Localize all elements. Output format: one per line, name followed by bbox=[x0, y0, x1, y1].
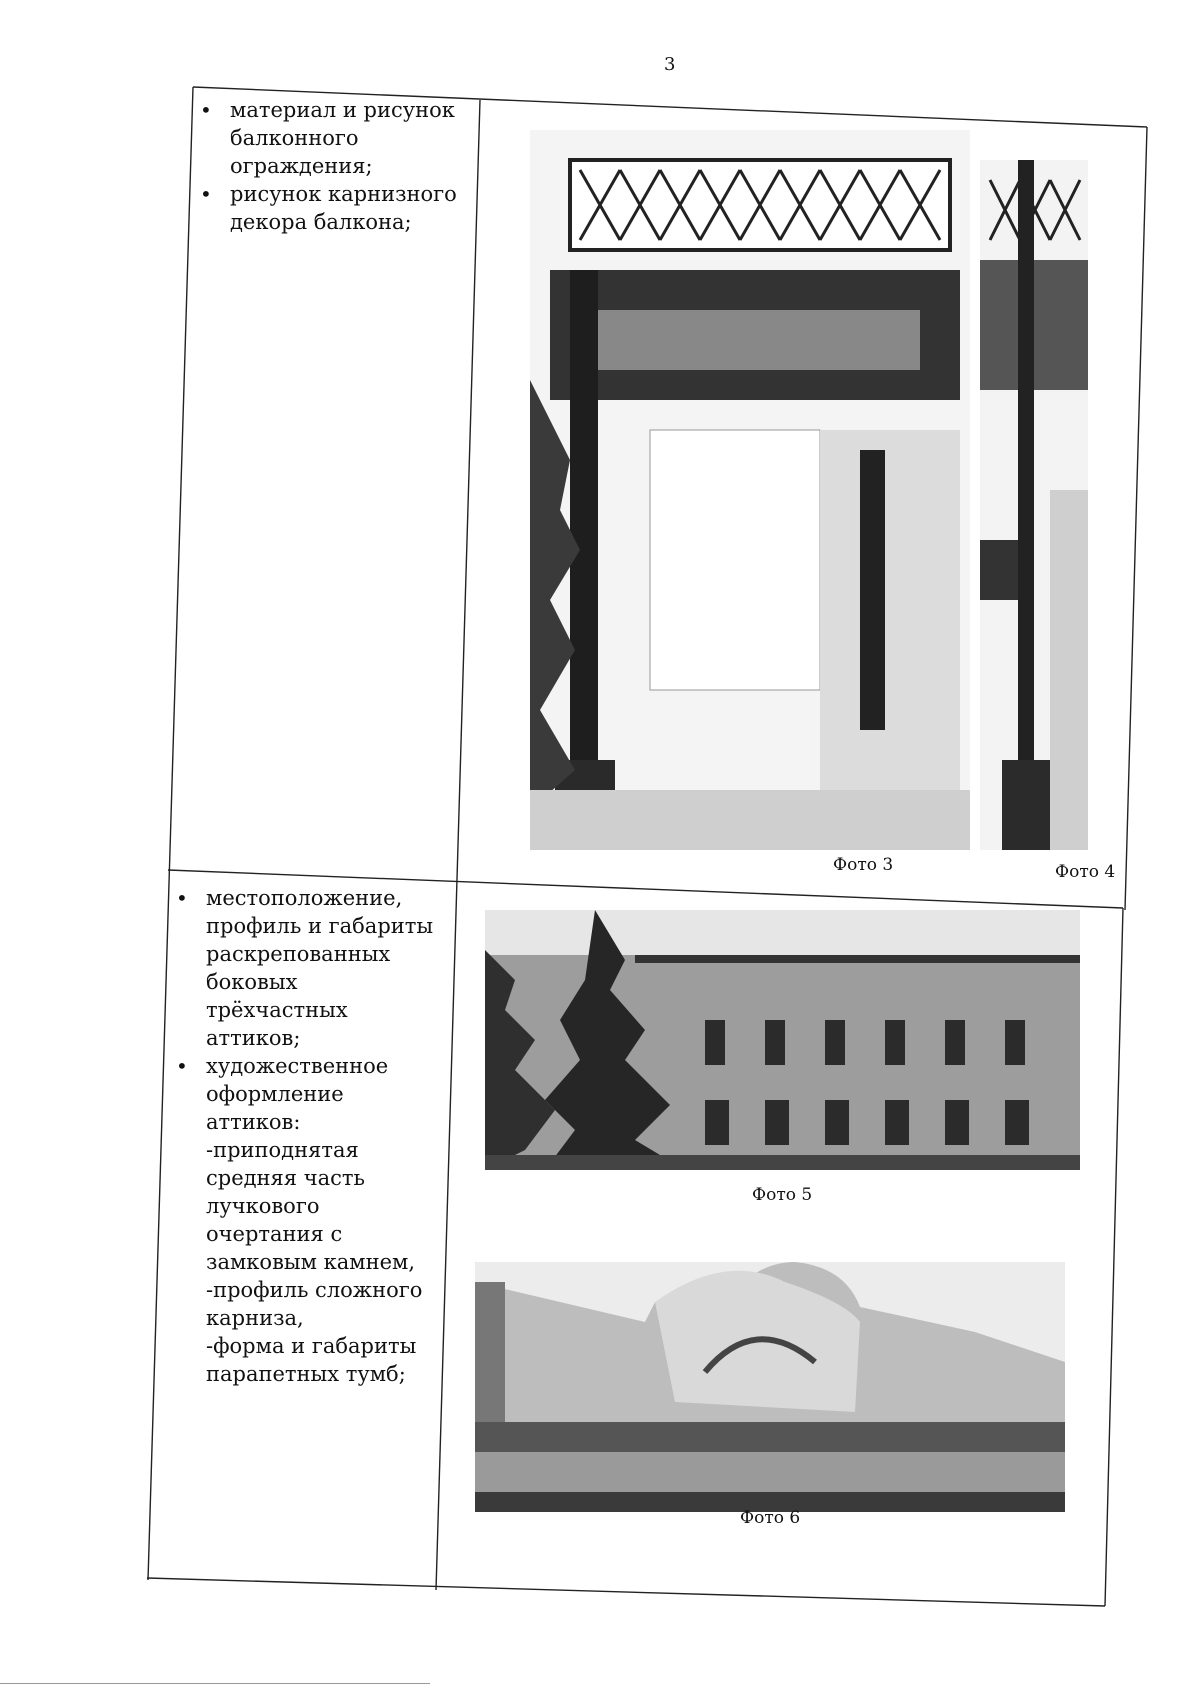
caption-photo-6: Фото 6 bbox=[740, 1508, 801, 1528]
photo-4-lamp-post bbox=[980, 160, 1088, 850]
row2-item-2: • художественное оформление аттиков: bbox=[176, 1052, 438, 1136]
row2-subitem-1: -приподнятая средняя часть лучкового очертания с замковым камнем, bbox=[206, 1138, 416, 1274]
page-number: 3 bbox=[664, 54, 676, 75]
photo-5-facade bbox=[485, 910, 1080, 1170]
row2-item-1: • местоположение, профиль и габариты раскрепованных боковых трёхчастных аттиков; bbox=[176, 884, 438, 1052]
row1-text bbox=[200, 96, 462, 236]
row2-subitem-3: -форма и габариты парапетных тумб; bbox=[206, 1334, 417, 1386]
caption-photo-5: Фото 5 bbox=[752, 1185, 813, 1205]
row1-item-2: • рисунок карнизного декора балкона; bbox=[200, 180, 462, 236]
caption-photo-3: Фото 3 bbox=[833, 855, 894, 875]
scan-edge-line bbox=[0, 1683, 430, 1684]
photo-3-balcony bbox=[530, 130, 970, 850]
row2-text bbox=[176, 884, 438, 1388]
caption-photo-4: Фото 4 bbox=[1055, 862, 1116, 882]
photo-6-attic bbox=[475, 1262, 1065, 1512]
row1-item-1: • материал и рисунок балконного ограждения; bbox=[200, 96, 462, 180]
row2-subitem-2: -профиль сложного карниза, bbox=[206, 1278, 423, 1330]
